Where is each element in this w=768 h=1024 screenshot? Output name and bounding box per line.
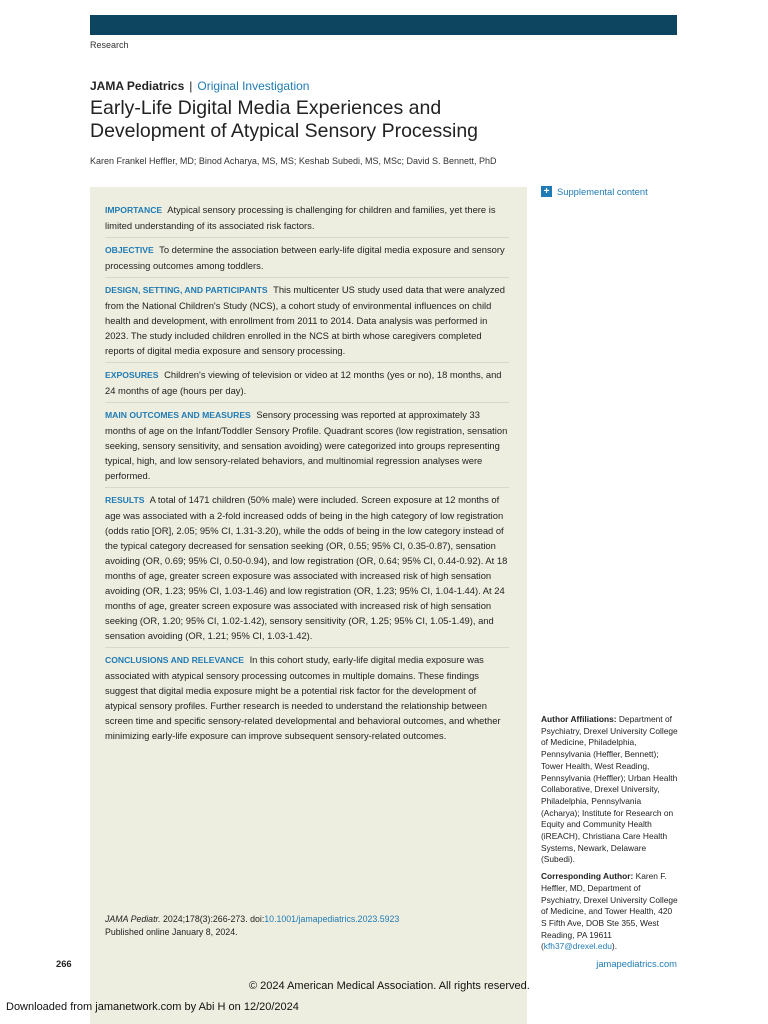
article-title: Early-Life Digital Media Experiences and Development of Atypical Sensory Processing	[90, 97, 479, 142]
citation-journal: JAMA Pediatr.	[105, 914, 161, 924]
abstract-text: This multicenter US study used data that were analyzed from the National Children's Study (NCS), a cohort study of environmental influences on child health and development, with enrollment from 2011 to 2014. Data analysis was performed in 2023. The study included children enrolled in the NCS at birth whose caregivers completed reports of digital media exposure and sensory processing.	[105, 284, 505, 356]
abstract-conclusions	[105, 651, 509, 747]
abstract-heading: DESIGN, SETTING, AND PARTICIPANTS	[105, 285, 268, 295]
plus-icon: +	[541, 186, 552, 197]
affiliations-label: Author Affiliations:	[541, 714, 617, 724]
affiliations-text: Department of Psychiatry, Drexel University College of Medicine, Philadelphia, Pennsylvania (Heffler, Bennett); Tower Health, West Reading, Pennsylvania (Heffler); Urban Health Collaborative, Drexel University, Philadelphia, Pennsylvania (Acharya); Institute for Research on Equity and Community Health (iREACH), Christiana Care Health Systems, Newark, Delaware (Subedi).	[541, 714, 678, 865]
published-date: Published online January 8, 2024.	[105, 927, 238, 937]
abstract-text: Children's viewing of television or video at 12 months (yes or no), 18 months, and 24 months of age (hours per day).	[105, 369, 502, 396]
journal-line	[90, 79, 309, 93]
author-list: Karen Frankel Heffler, MD; Binod Acharya, MS, MS; Keshab Subedi, MS, MSc; David S. Bennett, PhD	[90, 156, 497, 166]
close-paren: ).	[611, 941, 618, 952]
open-paren: (	[541, 941, 544, 952]
header-banner	[90, 15, 677, 35]
article-type[interactable]: Original Investigation	[197, 79, 310, 93]
abstract-results	[105, 491, 509, 648]
corresponding-label: Corresponding Author:	[541, 871, 634, 882]
citation-line	[105, 913, 399, 926]
citation-details: 2024;178(3):266-273. doi:	[163, 914, 265, 924]
separator: |	[189, 79, 193, 93]
journal-name: JAMA Pediatrics	[90, 79, 185, 93]
abstract-outcomes	[105, 406, 509, 488]
corresponding-text: Karen F. Heffler, MD, Department of Psychiatry, Drexel University College of Medicine, and Tower Health, 420 S Fifth Ave, DOB Ste 355, West Reading, PA 19611	[541, 871, 678, 940]
abstract-text: A total of 1471 children (50% male) were included. Screen exposure at 12 months of age was associated with a 2-fold increased odds of being in the high category of low registration (odds ratio [OR], 2.05; 95% CI, 1.31-3.20), while the odds of being in the low category instead of the typical category decreased for sensation seeking (OR, 0.55; 95% CI, 0.35-0.87), sensation avoiding (OR, 0.69; 95% CI, 0.50-0.94), and low registration (OR, 0.64; 95% CI, 0.44-0.92). At 18 months of age, greater screen exposure was associated with increased risk of high sensation avoiding (OR, 1.23; 95% CI, 1.03-1.46) and low registration (OR, 1.23; 95% CI, 1.04-1.44). At 24 months of age, greater screen exposure was associated with increased risk of high sensation seeking (OR, 1.20; 95% CI, 1.02-1.42), sensory sensitivity (OR, 1.25; 95% CI, 1.05-1.49), and sensation avoiding (OR, 1.21; 95% CI, 1.03-1.42).	[105, 494, 508, 641]
abstract-heading: EXPOSURES	[105, 370, 159, 380]
abstract-heading: IMPORTANCE	[105, 205, 163, 215]
abstract-heading: RESULTS	[105, 495, 145, 505]
abstract-exposures	[105, 366, 509, 403]
author-affiliations	[541, 714, 679, 866]
copyright-notice: © 2024 American Medical Association. All rights reserved.	[249, 980, 530, 992]
website-link[interactable]: jamapediatrics.com	[596, 958, 677, 969]
section-label: Research	[90, 40, 129, 50]
author-info	[541, 714, 679, 958]
email-link[interactable]: kfh37@drexel.edu	[543, 941, 612, 952]
abstract-box	[90, 187, 527, 1024]
supplemental-content-link[interactable]	[541, 186, 648, 197]
download-notice: Downloaded from jamanetwork.com by Abi H on 12/20/2024	[6, 1001, 299, 1013]
abstract-heading: CONCLUSIONS AND RELEVANCE	[105, 655, 244, 665]
abstract-objective	[105, 241, 509, 278]
page-number: 266	[56, 958, 72, 969]
abstract-text: Sensory processing was reported at approximately 33 months of age on the Infant/Toddler Sensory Profile. Quadrant scores (low registration, sensation seeking, sensory sensitivity, and sensation avoiding) were categorized into groups representing typical, high, and low sensory-related behaviors, and multinomial regression analyses were performed.	[105, 409, 508, 481]
abstract-text: Atypical sensory processing is challenging for children and families, yet there is limited understanding of its associated risk factors.	[105, 204, 496, 231]
abstract-design	[105, 281, 509, 363]
doi-link[interactable]: 10.1001/jamapediatrics.2023.5923	[264, 914, 400, 924]
abstract-text: To determine the association between early-life digital media exposure and sensory processing outcomes among toddlers.	[105, 244, 505, 271]
abstract-heading: MAIN OUTCOMES AND MEASURES	[105, 410, 251, 420]
corresponding-author	[541, 871, 679, 953]
citation	[105, 913, 399, 939]
abstract-text: In this cohort study, early-life digital media exposure was associated with atypical sensory processing outcomes in multiple domains. These findings suggest that digital media exposure might be a potential risk factor for the development of atypical sensory profiles. Further research is needed to understand the relationship between screen time and specific sensory-related developmental and behavioral outcomes, and whether minimizing early-life exposure can improve subsequent sensory-related outcomes.	[105, 654, 501, 741]
abstract-heading: OBJECTIVE	[105, 245, 154, 255]
abstract-importance	[105, 201, 509, 238]
abstract-sections	[105, 201, 509, 750]
supplemental-label: Supplemental content	[557, 186, 648, 197]
